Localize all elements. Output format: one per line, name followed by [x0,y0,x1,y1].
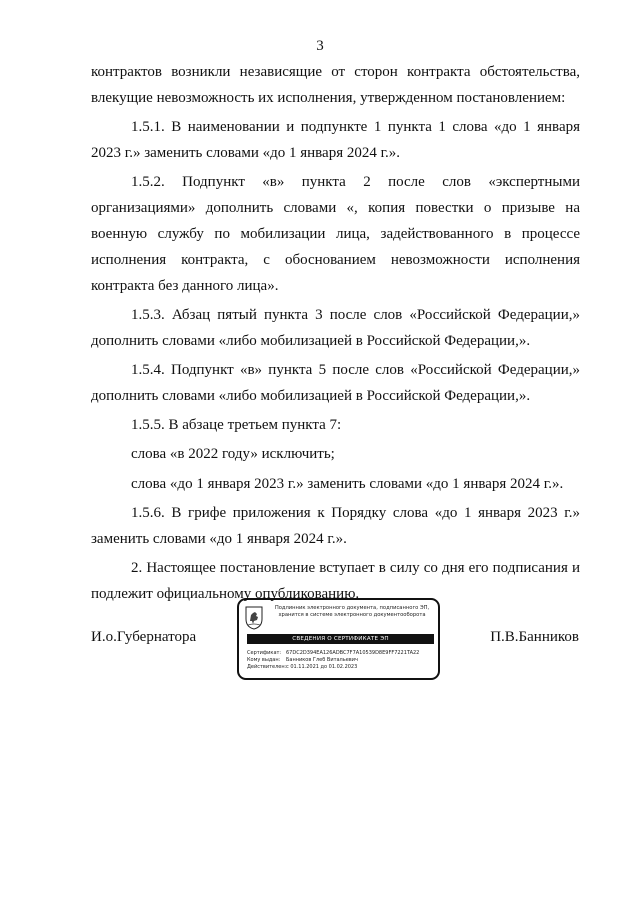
stamp-details [247,650,437,672]
page-number: 3 [316,38,324,54]
stamp-row-value: 67DC2D394EA126ADBC7F7A10539D8E9FF7221TA22 [286,650,420,656]
stamp-row-value: Банников Глеб Витальевич [286,657,358,664]
electronic-signature-stamp [237,598,440,680]
document-body [91,60,580,611]
stamp-header [267,605,437,618]
stamp-title: СВЕДЕНИЯ О СЕРТИФИКАТЕ ЭП [247,634,434,644]
coat-of-arms-icon [245,606,263,630]
paragraph: 1.5.5. В абзаце третьем пункта 7: [131,417,342,434]
paragraph: контрактов возникли независящие от сторон контракта обстоятельства, влекущие невозможность их исполнения, утвержденном постановлением: [91,64,580,106]
stamp-header-line: Подлинник электронного документа, подписанного ЭП, [274,605,430,611]
paragraph: 1.5.1. В наименовании и подпункте 1 пункта 1 слова «до 1 января 2023 г.» заменить словами «до 1 января 2024 г.». [91,119,580,162]
signatory-position: И.о.Губернатора [91,629,197,645]
paragraph: 1.5.4. Подпункт «в» пункта 5 после слов «Российской Федерации,» дополнить словами «либо мобилизацией в Российской Федерации,». [91,362,580,405]
stamp-header-line: хранится в системе электронного документооборота [278,611,426,618]
paragraph: слова «в 2022 году» исключить; [131,446,335,463]
paragraph: 1.5.3. Абзац пятый пункта 3 после слов «Российской Федерации,» дополнить словами «либо мобилизацией в Российской Федерации,». [91,307,580,349]
stamp-row-valid [247,664,437,671]
paragraph: 1.5.2. Подпункт «в» пункта 2 после слов «экспертными организациями» дополнить словами «, копия повестки о призыве на военную службу по мобилизации лица, задействованного в процессе исполнения контракта, с обоснованием невозможности исполнения контракта без данного лица». [91,174,580,294]
stamp-row-label: Действителен: [247,664,287,671]
paragraph: 1.5.6. В грифе приложения к Порядку слова «до 1 января 2023 г.» заменить словами «до 1 января 2024 г.». [91,504,580,547]
paragraph: 2. Настоящее постановление вступает в силу со дня его подписания и подлежит официальному опубликованию. [91,559,580,602]
stamp-row-value: с 01.11.2021 до 01.02.2023 [286,664,358,671]
stamp-row-label: Сертификат: [247,650,282,656]
stamp-row-certificate [247,650,437,657]
paragraph: слова «до 1 января 2023 г.» заменить словами «до 1 января 2024 г.». [131,475,564,492]
stamp-row-label: Кому выдан: [247,657,281,664]
signatory-name: П.В.Банников [490,629,579,645]
